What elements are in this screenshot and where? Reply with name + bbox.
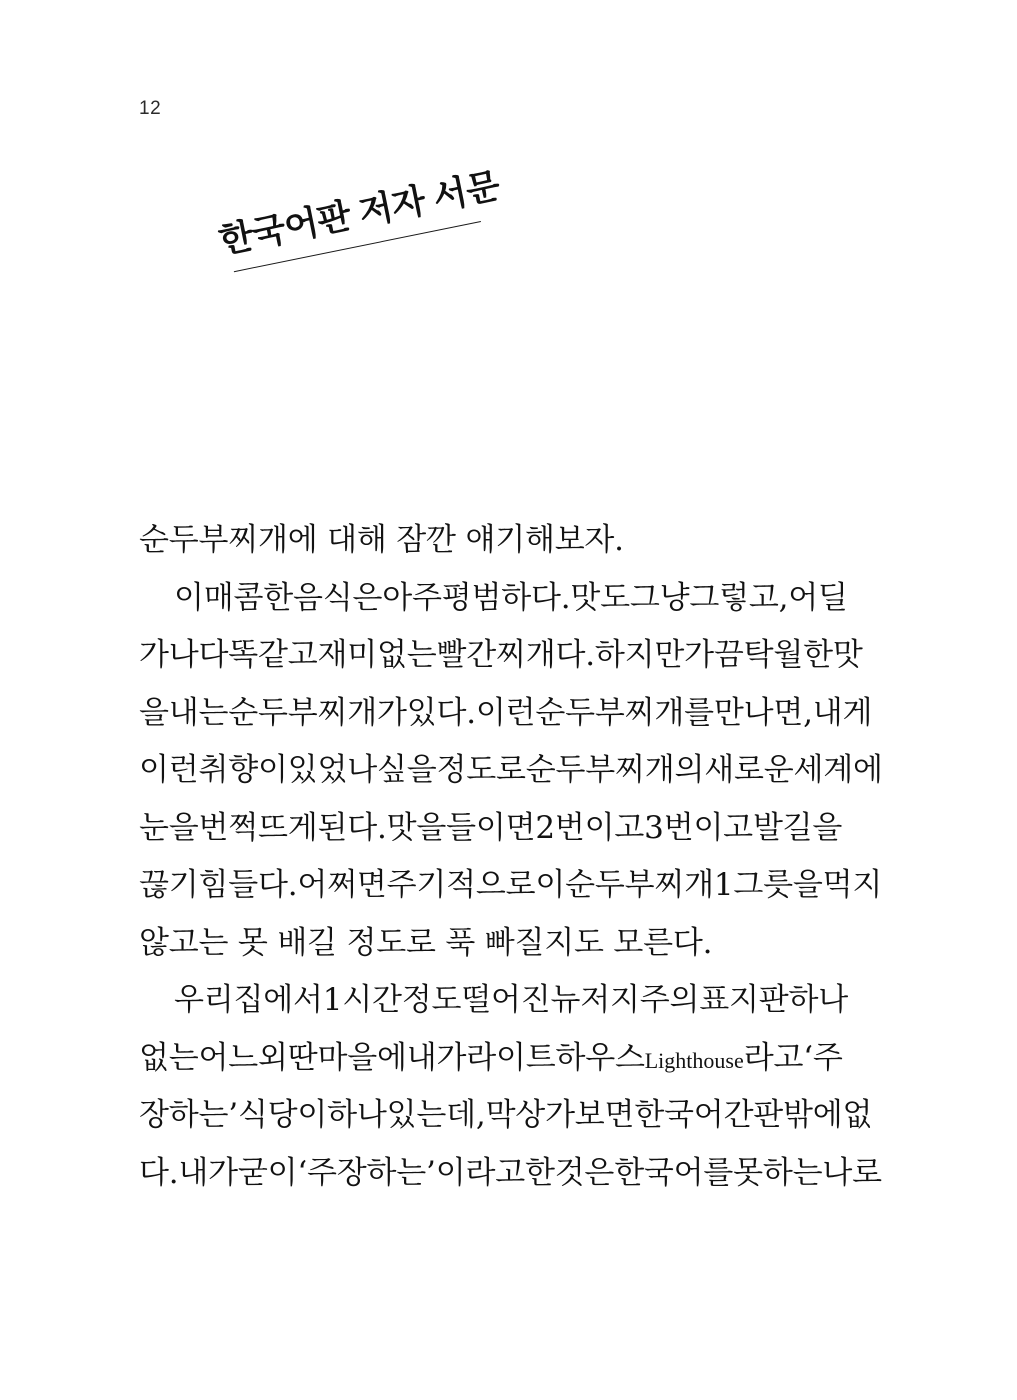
text-line [139, 972, 848, 1030]
text-word: 된다. [317, 809, 387, 846]
text-word: 탁월한 [743, 637, 833, 673]
text-word: 그렇고, [689, 579, 789, 616]
text-word: 뉴저지주의 [550, 982, 700, 1018]
text-word: 모른다. [613, 924, 713, 961]
text-word: 다 [198, 637, 229, 673]
text-word: 정도로 [346, 924, 436, 961]
text-word: 한국어 [634, 1097, 724, 1133]
text-word: 있었나 [287, 752, 377, 788]
text-word: 1시간 [322, 982, 402, 1018]
text-word: 그냥 [629, 579, 690, 616]
text-word: 하지만 [594, 637, 685, 673]
text-word: 음식은 [293, 579, 383, 616]
text-word: 내게 [812, 694, 873, 731]
text-line [139, 1030, 843, 1088]
text-word: 장하는’ [139, 1097, 238, 1133]
text-word: 얘기해보자. [465, 522, 624, 558]
text-word: 없는 [139, 1039, 199, 1076]
text-word: 눈을 [139, 809, 199, 846]
text-word: 잠깐 [396, 522, 456, 558]
text-line [139, 1087, 873, 1145]
text-word: 을 [139, 694, 169, 731]
text-word: 매콤한 [203, 579, 293, 616]
text-line [139, 627, 863, 685]
text-word: 평범하다. [441, 579, 571, 616]
text-word: 주기적으로 [386, 867, 536, 903]
text-word: 싶을 [377, 752, 437, 788]
text-word: 이 [535, 867, 566, 903]
text-word: 이 [174, 579, 204, 616]
latin-term: Lighthouse [644, 1047, 744, 1073]
text-word: ‘주장하는’이라고 [297, 1154, 525, 1191]
text-word: 순두부찌개 [565, 867, 714, 903]
text-word: 어느 [198, 1039, 258, 1076]
text-word: 한 [524, 1154, 555, 1191]
text-word: 순두부찌개를 [535, 694, 714, 731]
text-word: 아주 [382, 579, 442, 616]
text-line [139, 512, 833, 570]
text-word: 하나 [788, 982, 848, 1018]
text-word: 맛 [832, 637, 863, 673]
text-line [139, 915, 833, 973]
text-word: 정도로 [436, 752, 526, 788]
text-word: 1그릇을 [713, 867, 823, 903]
text-word: 뜨게 [258, 809, 318, 846]
text-word: 순두부찌개가 [228, 694, 407, 731]
text-word: 취향이 [198, 752, 288, 788]
text-word: 정도 [401, 982, 462, 1018]
text-word: 것은 [554, 1154, 615, 1191]
text-word: 힘들다. [198, 867, 298, 903]
text-word: 이런 [139, 752, 199, 788]
text-word: 않고는 [139, 924, 229, 961]
body-text [139, 512, 883, 1202]
text-word: 빠질지도 [484, 924, 604, 961]
text-word: 가나 [139, 637, 199, 673]
text-word: 막상 [485, 1097, 546, 1133]
text-word: 순두부찌개의 [525, 752, 705, 788]
text-word: 나로 [822, 1154, 882, 1191]
text-word: 한국어를 [614, 1154, 734, 1191]
text-word: 내가 [406, 1039, 467, 1076]
text-word: 가보면 [545, 1097, 635, 1133]
page-number: 12 [139, 98, 162, 119]
text-word: 어딜 [788, 579, 848, 616]
text-word: 똑같고 [228, 637, 318, 673]
text-word: 라이트하우스Lighthouse라고 [466, 1039, 804, 1076]
text-word: 만나면, [713, 694, 813, 731]
text-word: 떨어진 [461, 982, 551, 1018]
text-word: 대해 [327, 522, 387, 558]
text-word: 발길을 [752, 809, 843, 846]
text-word: ‘주 [803, 1039, 843, 1076]
text-word: 푹 [445, 924, 476, 961]
text-word: 어쩌면 [297, 867, 387, 903]
text-word: 우리 [174, 982, 234, 1018]
text-word: 2번이고 [535, 809, 645, 846]
text-line [139, 1145, 882, 1203]
text-word: 있는데, [386, 1097, 486, 1133]
chapter-title: 한국어판 저자 서문 [215, 166, 503, 262]
text-word: 재미없는 [317, 637, 437, 673]
text-line [139, 857, 883, 915]
text-word: 다. [139, 1154, 179, 1191]
text-word: 맛도 [570, 579, 630, 616]
text-word: 굳이 [237, 1154, 298, 1191]
text-word: 찌개다. [495, 637, 595, 673]
text-word: 간판밖에 [723, 1097, 843, 1133]
text-word: 번쩍 [198, 809, 258, 846]
chapter-title-block [214, 164, 530, 332]
text-word: 있다. [406, 694, 476, 731]
text-word: 못 [237, 924, 268, 961]
text-word: 3번이고 [644, 809, 753, 846]
text-word: 내는 [168, 694, 229, 731]
text-word: 새로운 [704, 752, 794, 788]
text-word: 먹지 [822, 867, 883, 903]
text-word: 집에서 [233, 982, 323, 1018]
text-word: 순두부찌개에 [139, 522, 318, 558]
text-line [139, 570, 848, 628]
text-word: 끊기 [139, 867, 199, 903]
text-line [139, 742, 883, 800]
text-word: 가끔 [684, 637, 744, 673]
text-word: 배길 [277, 924, 337, 961]
text-word: 외딴 [258, 1039, 318, 1076]
text-word: 들이면 [446, 809, 536, 846]
text-word: 맛을 [386, 809, 447, 846]
text-line [139, 800, 843, 858]
text-word: 세계에 [793, 752, 883, 788]
text-word: 없 [842, 1097, 873, 1133]
text-word: 빨간 [436, 637, 496, 673]
text-word: 하나 [327, 1097, 387, 1133]
text-word: 못하는 [733, 1154, 823, 1191]
text-word: 내가 [178, 1154, 238, 1191]
text-word: 마을에 [317, 1039, 407, 1076]
text-word: 이런 [475, 694, 536, 731]
text-word: 표지판 [699, 982, 789, 1018]
text-word: 식당이 [237, 1097, 328, 1133]
text-line [139, 685, 873, 743]
